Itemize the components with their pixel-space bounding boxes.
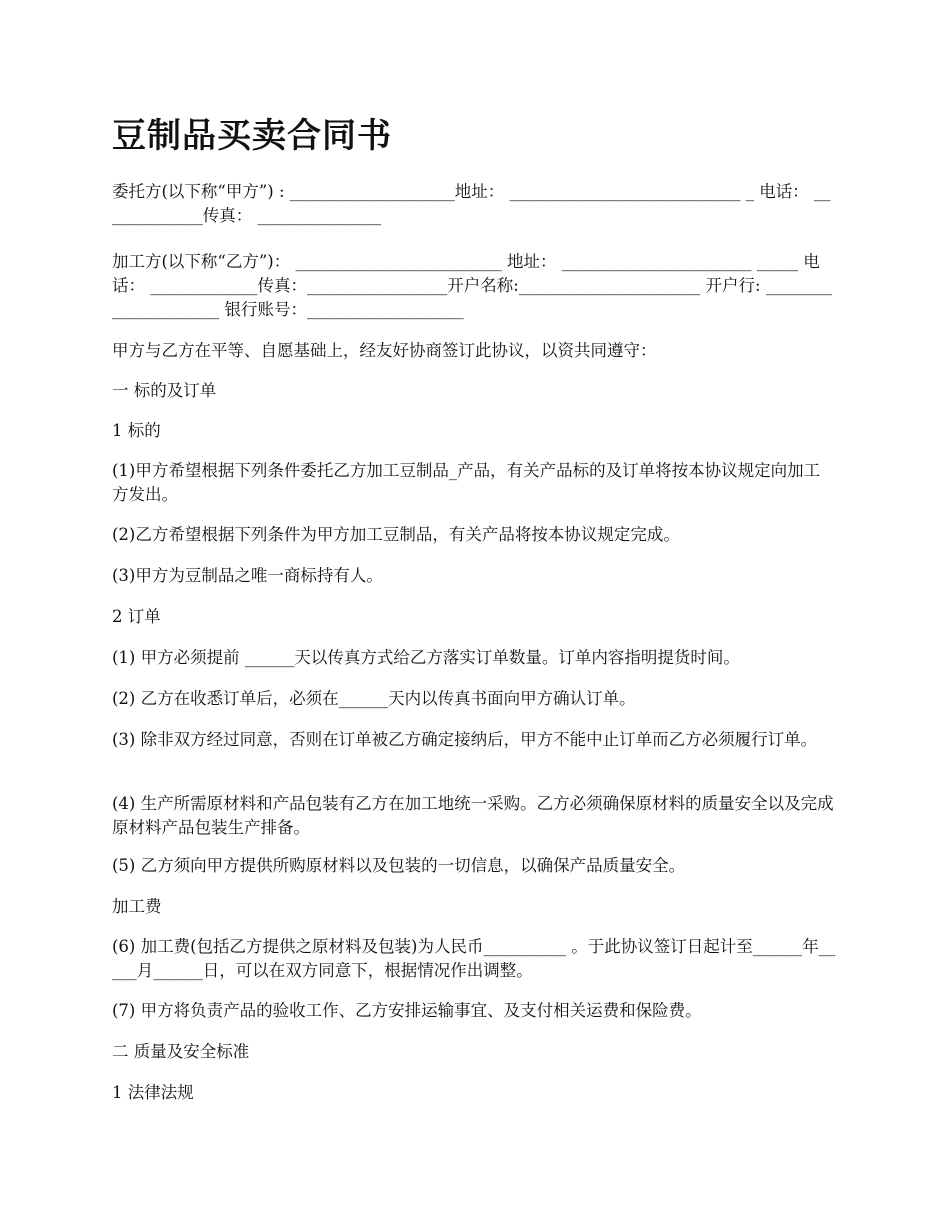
subsection-heading-2-1: 1 法律法规 — [112, 1083, 194, 1102]
clause-1-2-3: (3) 除非双方经过同意，否则在订单被乙方确定接纳后，甲方不能中止订单而乙方必须履行订单。 — [112, 730, 818, 749]
processing-fee-heading: 加工费 — [112, 897, 162, 916]
subsection-heading-1-2: 2 订单 — [112, 607, 161, 626]
clause-1-2-1: (1) 甲方必须提前 ______天以传真方式给乙方落实订单数量。订单内容指明提货时间。 — [112, 648, 740, 667]
party-b-info: 加工方(以下称“乙方”)： _________________________ 地址： _______________________ _____ 电话： _____________传真：_________________开户名称:______________________ 开户行: _____________________ 银行账号：___________________ — [112, 252, 832, 319]
clause-1-2-4: (4) 生产所需原材料和产品包装有乙方在加工地统一采购。乙方必须确保原材料的质量安全以及完成原材料产品包装生产排备。 — [112, 794, 834, 837]
section-heading-1: 一 标的及订单 — [112, 381, 217, 400]
party-a-info: 委托方(以下称“甲方”) : ____________________地址： ____________________________ _ 电话： _____________传真： _______________ — [112, 182, 831, 225]
document-title: 豆制品买卖合同书 — [112, 116, 392, 156]
preamble: 甲方与乙方在平等、自愿基础上，经友好协商签订此协议，以资共同遵守： — [112, 341, 657, 360]
clause-1-1-1: (1)甲方希望根据下列条件委托乙方加工豆制品_产品，有关产品标的及订单将按本协议规定向加工方发出。 — [112, 461, 821, 504]
clause-fee-7: (7) 甲方将负责产品的验收工作、乙方安排运输事宜、及支付相关运费和保险费。 — [112, 1001, 702, 1020]
subsection-heading-1-1: 1 标的 — [112, 421, 161, 440]
clause-1-2-2: (2) 乙方在收悉订单后，必须在______天内以传真书面向甲方确认订单。 — [112, 689, 636, 708]
clause-1-1-2: (2)乙方希望根据下列条件为甲方加工豆制品，有关产品将按本协议规定完成。 — [112, 525, 680, 544]
clause-1-1-3: (3)甲方为豆制品之唯一商标持有人。 — [112, 566, 383, 585]
clause-fee-6: (6) 加工费(包括乙方提供之原材料及包装)为人民币__________ 。于此协议签订日起计至______年_____月______日，可以在双方同意下，根据情况作出调整。 — [112, 937, 836, 980]
clause-1-2-5: (5) 乙方须向甲方提供所购原材料以及包装的一切信息，以确保产品质量安全。 — [112, 856, 686, 875]
section-heading-2: 二 质量及安全标准 — [112, 1042, 250, 1061]
